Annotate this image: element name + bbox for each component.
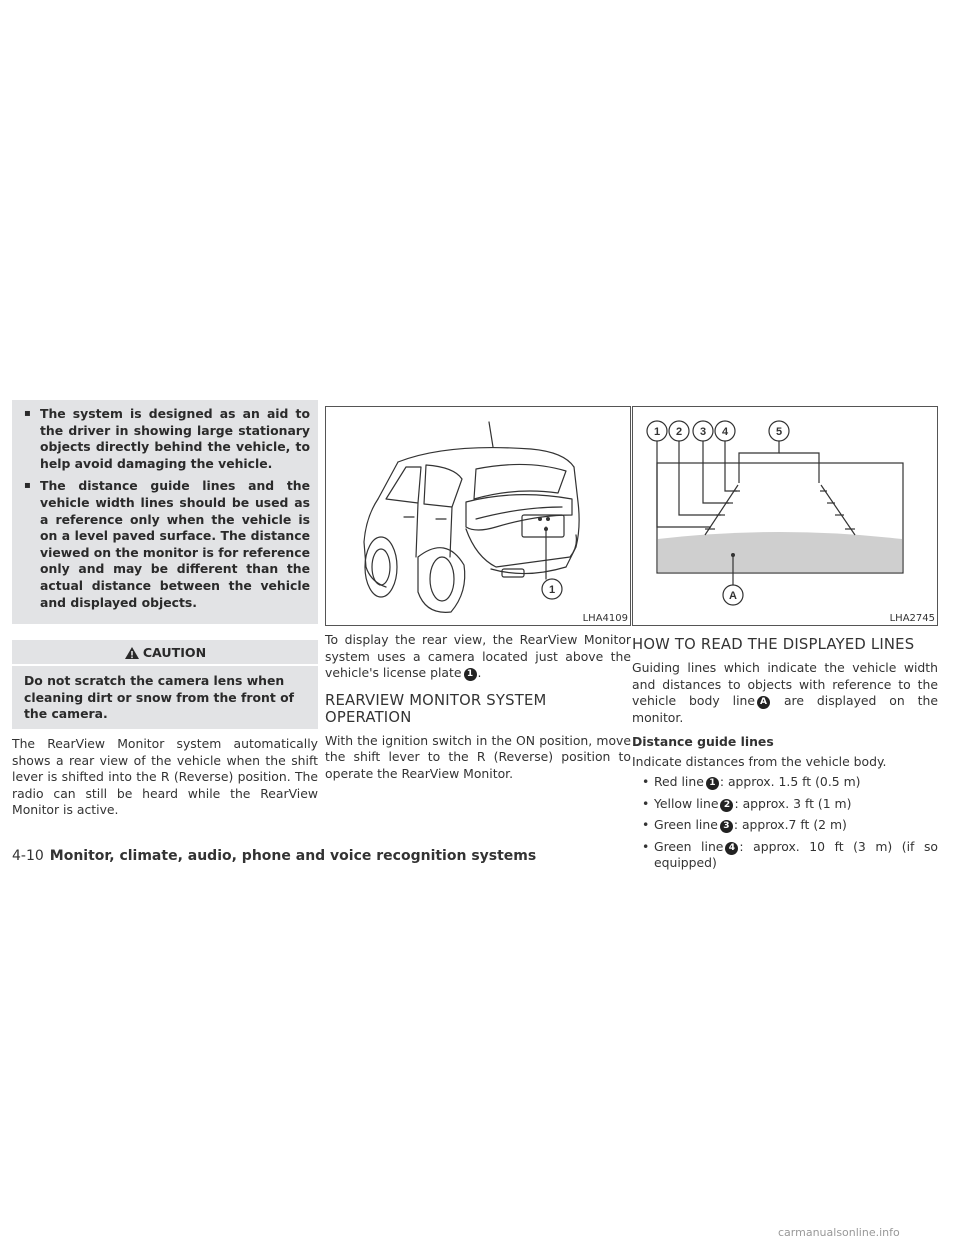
figure-vehicle-rear — [325, 406, 631, 626]
section-heading: HOW TO READ THE DISPLAYED LINES — [632, 636, 915, 653]
callout-label: 4 — [721, 426, 729, 438]
item-label: Yellow line — [654, 795, 719, 811]
item-label: Green line — [654, 817, 718, 833]
figure-guide-lines — [632, 406, 938, 626]
callout-label: A — [729, 590, 737, 602]
body-paragraph: Indicate distances from the vehicle body. — [632, 754, 887, 770]
column-right — [632, 406, 938, 877]
marker-2-icon: 2 — [720, 799, 733, 812]
warning-item: ▪ The system is designed as an aid to the driver in showing large stationary objects directly behind the vehicle, to help avoid damaging the vehicle. — [24, 406, 310, 472]
page-number: 4-10 — [12, 848, 44, 864]
callout-label: 1 — [548, 584, 556, 596]
vehicle-rear-illustration — [326, 407, 630, 625]
item-text: : approx. 10 ft (3 m) (if so equipped) — [654, 838, 938, 871]
marker-4-icon: 4 — [725, 842, 738, 855]
marker-1-icon: 1 — [706, 777, 719, 790]
warning-box — [12, 400, 318, 624]
item-text: : approx. 3 ft (1 m) — [734, 795, 852, 811]
paragraph-text: To display the rear view, the RearView Monitor system uses a camera located just above the vehicle's license plate — [325, 632, 631, 681]
paragraph-tail: . — [477, 665, 482, 681]
chapter-title: Monitor, climate, audio, phone and voice recognition systems — [49, 848, 537, 864]
warning-triangle-icon — [124, 646, 140, 660]
list-item — [632, 839, 938, 872]
subheading: Distance guide lines — [632, 734, 774, 750]
item-text: : approx. 1.5 ft (0.5 m) — [719, 773, 861, 789]
body-paragraph — [325, 632, 631, 682]
item-label: Green line — [654, 838, 724, 854]
list-item — [632, 774, 938, 791]
paragraph-text: are displayed on the monitor. — [632, 693, 939, 725]
callout-label: 5 — [775, 426, 783, 438]
body-paragraph: With the ignition switch in the ON position, move the shift lever to the R (Reverse) position to operate the RearView Monitor. — [325, 732, 631, 781]
guide-line-list — [632, 774, 938, 872]
body-paragraph — [632, 660, 938, 726]
item-text: : approx.7 ft (2 m) — [733, 817, 847, 833]
item-label: Red line — [654, 773, 704, 789]
callout-label: 1 — [653, 426, 661, 438]
column-middle — [325, 406, 631, 783]
list-item — [632, 796, 938, 813]
caution-box — [12, 640, 318, 729]
list-item — [632, 817, 938, 834]
marker-a-icon: A — [757, 696, 770, 709]
callout-label: 2 — [675, 426, 683, 438]
body-paragraph: The RearView Monitor system automatically shows a rear view of the vehicle when the shift lever is shifted into the R (Reverse) position. The radio can still be heard while the RearView Monitor is active. — [12, 735, 318, 818]
section-heading: REARVIEW MONITOR SYSTEM OPERATION — [325, 691, 547, 726]
marker-3-icon: 3 — [720, 820, 733, 833]
caution-heading — [12, 640, 318, 664]
page-footer — [12, 848, 536, 864]
caution-label: CAUTION — [142, 645, 207, 661]
column-left — [12, 400, 318, 819]
marker-1-icon: 1 — [464, 668, 477, 681]
figure-code: LHA4109 — [582, 613, 628, 624]
warning-item: ▪ The distance guide lines and the vehicle width lines should be used as a reference only when the vehicle is on a level paved surface. The distance viewed on the monitor is for reference only and may be different than the actual distance between the vehicle and displayed objects. — [24, 478, 310, 611]
paragraph-text: Guiding lines which indicate the vehicle width and distances to objects with reference to the vehicle body line — [632, 660, 938, 709]
figure-code: LHA2745 — [889, 613, 935, 624]
guide-lines-diagram — [633, 407, 937, 625]
watermark: carmanualsonline.info — [778, 1226, 900, 1239]
callout-label: 3 — [699, 426, 707, 438]
caution-text: Do not scratch the camera lens when cleaning dirt or snow from the front of the camera. — [12, 666, 318, 729]
